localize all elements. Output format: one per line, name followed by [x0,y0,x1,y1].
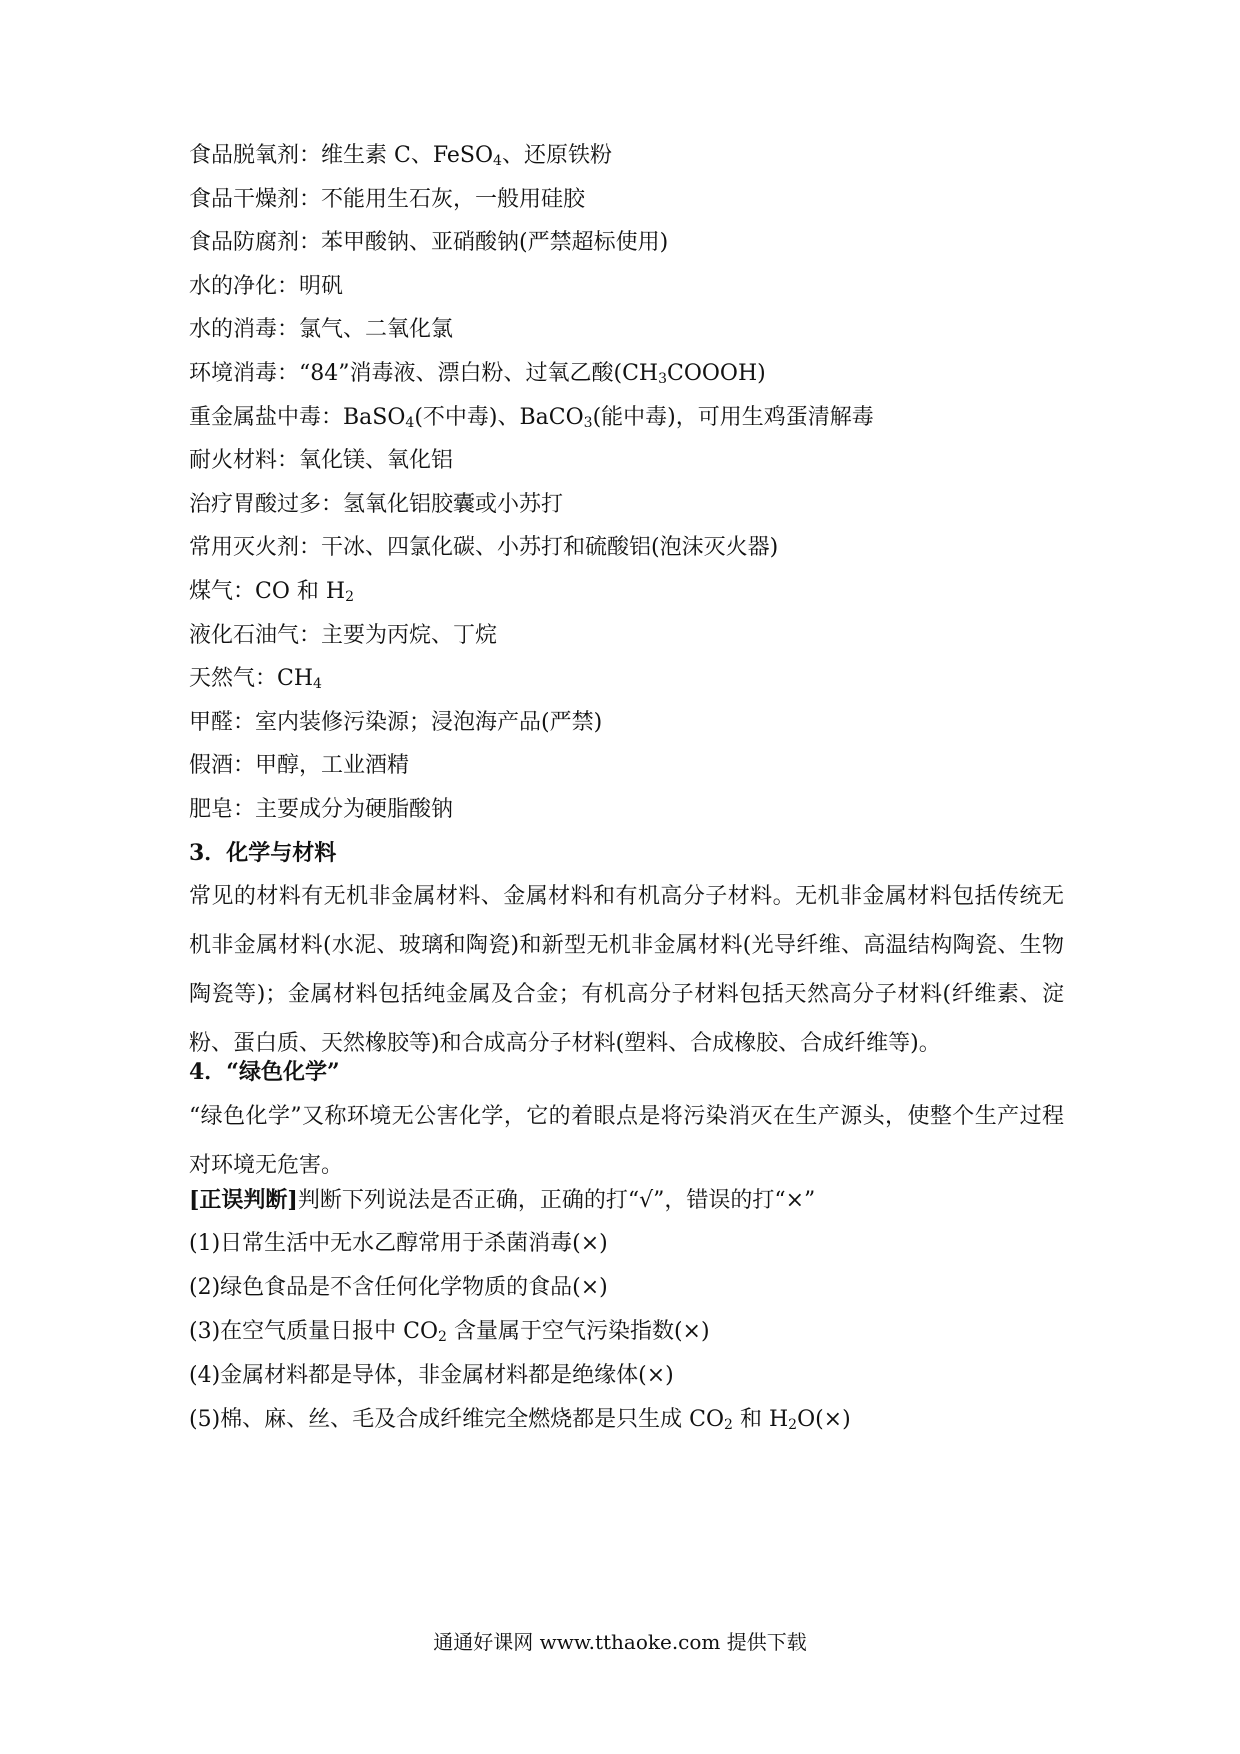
judgement-question: (5)棉、麻、丝、毛及合成纤维完全燃烧都是只生成 $CO_2$ 和 $H_2O(\times)$ [189,1407,851,1433]
judgement-question: (1)日常生活中无水乙醇常用于杀菌消毒(×) [189,1231,608,1256]
usage-item-value: CO 和 $H_2$ [255,579,354,605]
usage-item [189,141,1064,171]
usage-item-label: 煤气： [189,579,256,604]
usage-item [189,751,1064,781]
usage-item-label: 假酒： [189,753,256,778]
usage-item [189,272,1064,302]
usage-item-value: 氢氧化铝胶囊或小苏打 [343,492,564,517]
usage-item-value: 氧化镁、氧化铝 [299,448,454,473]
usage-item-label: 食品脱氧剂： [189,143,322,168]
section-4-heading: 4．“绿色化学” [189,1059,340,1085]
usage-item [189,664,1064,694]
usage-item-value: 维生素 C、FeSO$_4$、还原铁粉 [321,143,612,169]
usage-item-value: 甲醇，工业酒精 [255,753,410,778]
usage-item [189,403,1064,433]
usage-item-label: 食品干燥剂： [189,187,322,212]
usage-item-value: “84”消毒液、漂白粉、过氧乙酸$(CH_3COOOH)$ [299,361,766,387]
usage-item [189,359,1064,389]
usage-item [189,228,1064,258]
usage-item-label: 环境消毒： [189,361,300,386]
usage-item-label: 天然气： [189,666,278,691]
usage-item [189,446,1064,476]
judgement-header [189,1185,1064,1216]
judgement-question: (2)绿色食品是不含任何化学物质的食品(×) [189,1275,608,1300]
usage-item-label: 水的净化： [189,274,300,299]
usage-item-value: $CH_4$ [277,666,322,692]
usage-item [189,490,1064,520]
usage-item-value: BaSO$_4$(不中毒)、BaCO$_3$(能中毒)，可用生鸡蛋清解毒 [343,405,874,431]
usage-item-value: 苯甲酸钠、亚硝酸钠(严禁超标使用) [321,230,669,255]
section-4-body: “绿色化学”又称环境无公害化学，它的着眼点是将污染消灭在生产源头，使整个生产过程对环境无危害。 [189,1104,1064,1178]
judgement-tag: [正误判断] [189,1187,298,1213]
usage-item-label: 水的消毒： [189,317,300,342]
section-3-heading: 3．化学与材料 [189,840,337,866]
usage-item-value: 主要成分为硬脂酸钠 [255,797,454,822]
usage-item-label: 重金属盐中毒： [189,405,344,430]
usage-item [189,315,1064,345]
usage-item-label: 液化石油气： [189,623,322,648]
judgement-question: (3)在空气质量日报中 $CO_2$ 含量属于空气污染指数(×) [189,1319,710,1345]
usage-item-label: 耐火材料： [189,448,300,473]
usage-item [189,621,1064,651]
usage-item [189,533,1064,563]
usage-item-label: 肥皂： [189,797,256,822]
usage-item-label: 食品防腐剂： [189,230,322,255]
usage-item-value: 不能用生石灰，一般用硅胶 [321,187,586,212]
usage-item [189,577,1064,607]
usage-item-value: 明矾 [299,274,344,299]
judgement-instruction: 判断下列说法是否正确，正确的打“√”，错误的打“×” [297,1188,816,1213]
usage-item [189,185,1064,215]
usage-item-value: 主要为丙烷、丁烷 [321,623,498,648]
usage-item [189,795,1064,825]
usage-item-label: 治疗胃酸过多： [189,492,344,517]
usage-item-label: 甲醛： [189,710,256,735]
usage-item-value: 氯气、二氧化氯 [299,317,454,342]
judgement-question: (4)金属材料都是导体，非金属材料都是绝缘体(×) [189,1363,674,1388]
usage-item [189,708,1064,738]
footer-credit: 通通好课网 www.tthaoke.com 提供下载 [433,1630,807,1654]
section-3-body: 常见的材料有无机非金属材料、金属材料和有机高分子材料。无机非金属材料包括传统无机非金属材料(水泥、玻璃和陶瓷)和新型无机非金属材料(光导纤维、高温结构陶瓷、生物陶瓷等)；金属材料包括纯金属及合金；有机高分子材料包括天然高分子材料(纤维素、淀粉、蛋白质、天然橡胶等)和合成高分子材料(塑料、合成橡胶、合成纤维等)。 [189,884,1064,1056]
usage-item-value: 干冰、四氯化碳、小苏打和硫酸铝(泡沫灭火器) [321,535,779,560]
usage-item-value: 室内装修污染源；浸泡海产品(严禁) [255,710,603,735]
usage-item-label: 常用灭火剂： [189,535,322,560]
